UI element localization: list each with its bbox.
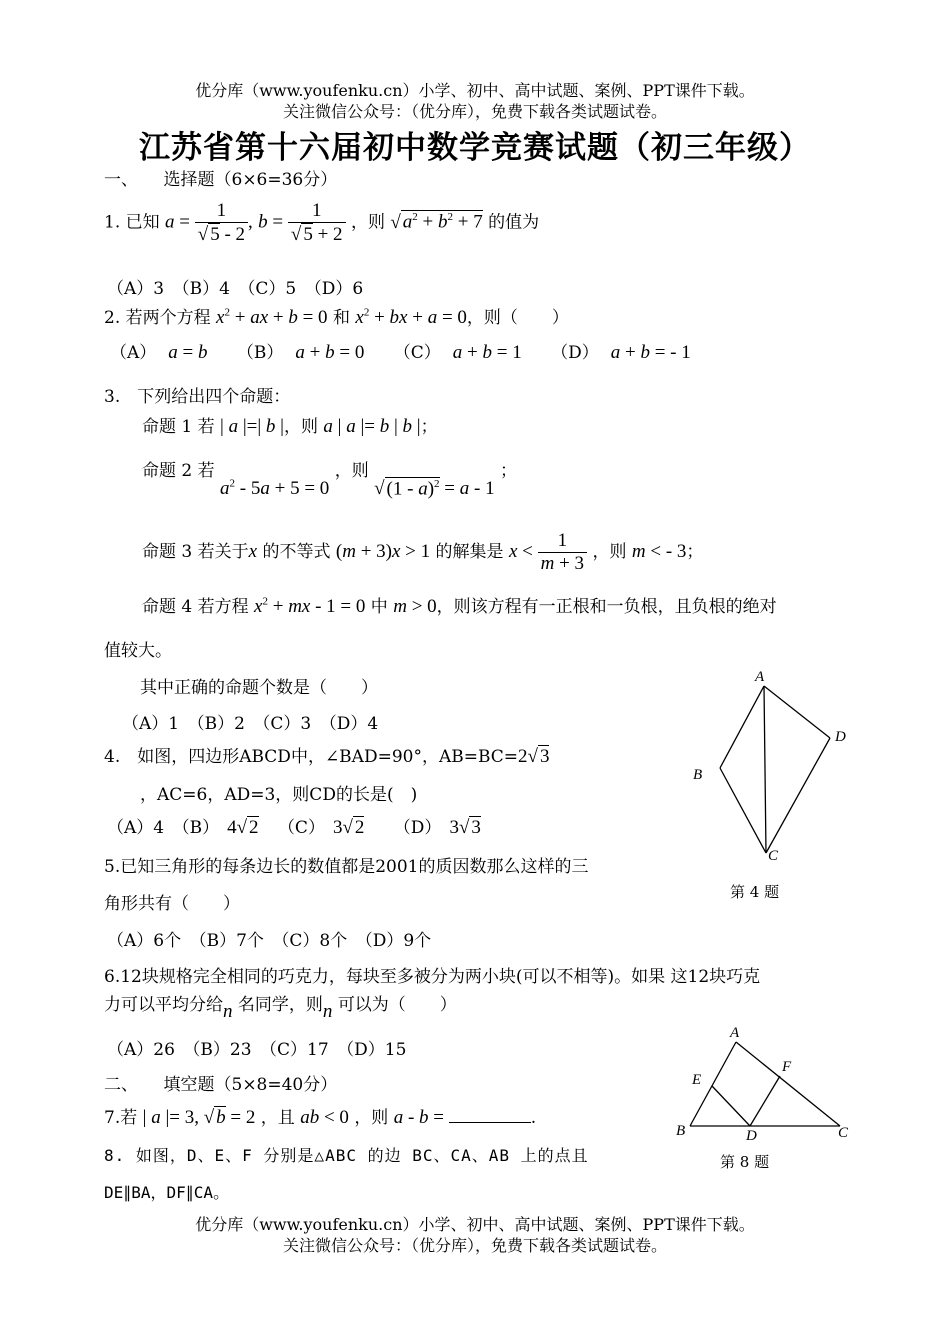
fig4-label-d: D xyxy=(835,729,846,745)
question-3-intro: 3. 下列给出四个命题： xyxy=(104,387,291,407)
question-5-options: （A）6个 （B）7个 （C）8个 （D）9个 xyxy=(107,931,432,951)
page-title: 江苏省第十六届初中数学竞赛试题（初三年级） xyxy=(139,130,811,166)
fig4-label-c: C xyxy=(768,848,779,864)
fig4-label-a: A xyxy=(755,669,765,685)
question-6-line-1: 6.12块规格完全相同的巧克力，每块至多被分为两小块(可以不相等)。如果 这12块巧克 xyxy=(104,967,761,987)
figure-8 xyxy=(672,1018,862,1148)
question-4-line-1: 4. 如图，四边形ABCD中，∠BAD=90°，AB=BC=2√ 3 xyxy=(104,746,550,767)
fig8-edge-df xyxy=(750,1076,780,1126)
fig8-label-f: F xyxy=(782,1059,792,1075)
fig8-label-b: B xyxy=(676,1123,686,1139)
proposition-4: 命题 4 若方程 $x^2$ + mx - 1 = 0 中 m > 0，则该方程有一正根和一负根，且负根的绝对 xyxy=(142,595,777,617)
question-2: 2. 若两个方程 $x^2$ + ax + b = 0 和 $x^2$ + bx + a = 0，则（ ） xyxy=(104,306,569,328)
footer-line-2: 关注微信公众号：（优分库），免费下载各类试题试卷。 xyxy=(282,1236,667,1255)
fig8-edge-ac xyxy=(736,1042,840,1126)
proposition-2: 命题 2 若 $a^2 - 5a + 5 = 0$ ，则 √ (1 - a)$^2$ = a - 1 ； xyxy=(142,461,517,499)
question-2-options: （A） a = b （B） a + b = 0 （C） a + b = 1 （D） a + b = - 1 xyxy=(110,342,691,363)
question-7: 7.若 | a |= 3, √ b = 2 ，且 ab < 0 ，则 a - b = . xyxy=(104,1107,537,1128)
fig8-label-c: C xyxy=(838,1125,849,1141)
fig8-label-a: A xyxy=(730,1025,740,1041)
question-5-line-2: 角形共有（ ） xyxy=(104,894,240,914)
question-1: 1. 已知 a = $\frac{1}{√ 5 - 2}$ , b = $\frac{1}{√ 5 + 2}$ ，则 √ $a^2 + b^2 + 7$ 的值为 xyxy=(104,200,540,245)
fig4-edge-ab xyxy=(720,686,764,768)
fig4-label-b: B xyxy=(693,767,703,783)
header-line-2: 关注微信公众号：（优分库），免费下载各类试题试卷。 xyxy=(282,102,667,121)
figure-8-caption: 第 8 题 xyxy=(720,1153,770,1171)
header-line-1: 优分库（www.youfenku.cn）小学、初中、高中试题、案例、PPT课件下载。 xyxy=(195,81,755,100)
section-fill-heading: 二、 填空题（5×8=40分） xyxy=(104,1075,338,1095)
question-4-line-2: ，AC=6，AD=3，则CD的长是( ) xyxy=(140,785,418,805)
fig4-edge-bc xyxy=(720,768,766,853)
question-3-ask: 其中正确的命题个数是（ ） xyxy=(140,678,378,698)
fig8-edge-ed xyxy=(712,1086,750,1126)
question-3-options: （A）1 （B）2 （C）3 （D）4 xyxy=(122,714,379,734)
proposition-4-continued: 值较大。 xyxy=(104,641,172,661)
section-choice-heading: 一、 选择题（6×6=36分） xyxy=(104,170,338,190)
footer-line-1: 优分库（www.youfenku.cn）小学、初中、高中试题、案例、PPT课件下载。 xyxy=(195,1215,755,1234)
question-8-line-1: 8. 如图，D、E、F 分别是△ABC 的边 BC、CA、AB 上的点且 xyxy=(104,1146,589,1165)
proposition-1: 命题 1 若 | a |=| b |，则 a | a |= b | b |； xyxy=(142,416,438,437)
fig4-edge-dc xyxy=(766,738,830,853)
fig8-label-e: E xyxy=(692,1072,702,1088)
proposition-3: 命题 3 若关于x 的不等式 (m + 3)x > 1 的解集是 x < $\frac{1}{m + 3}$ ，则 m < - 3； xyxy=(142,530,704,574)
fig8-label-d: D xyxy=(746,1128,757,1144)
question-6-line-2: 力可以平均分给n 名同学，则n 可以为（ ） xyxy=(104,995,457,1022)
question-4-options: （A）4 （B） 4√ 2 （C） 3√ 2 （D） 3√ 3 xyxy=(107,817,481,838)
figure-4 xyxy=(680,660,860,870)
question-8-line-2: DE∥BA，DF∥CA。 xyxy=(104,1183,230,1202)
question-6-options: （A）26 （B）23 （C）17 （D）15 xyxy=(107,1040,407,1060)
fig4-edge-ad xyxy=(764,686,830,738)
question-1-options: （A）3 （B）4 （C）5 （D）6 xyxy=(107,279,364,299)
figure-4-caption: 第 4 题 xyxy=(730,883,780,901)
fig4-edge-ac xyxy=(764,686,766,853)
question-5-line-1: 5.已知三角形的每条边长的数值都是2001的质因数那么这样的三 xyxy=(104,857,589,877)
answer-blank[interactable] xyxy=(449,1122,531,1123)
